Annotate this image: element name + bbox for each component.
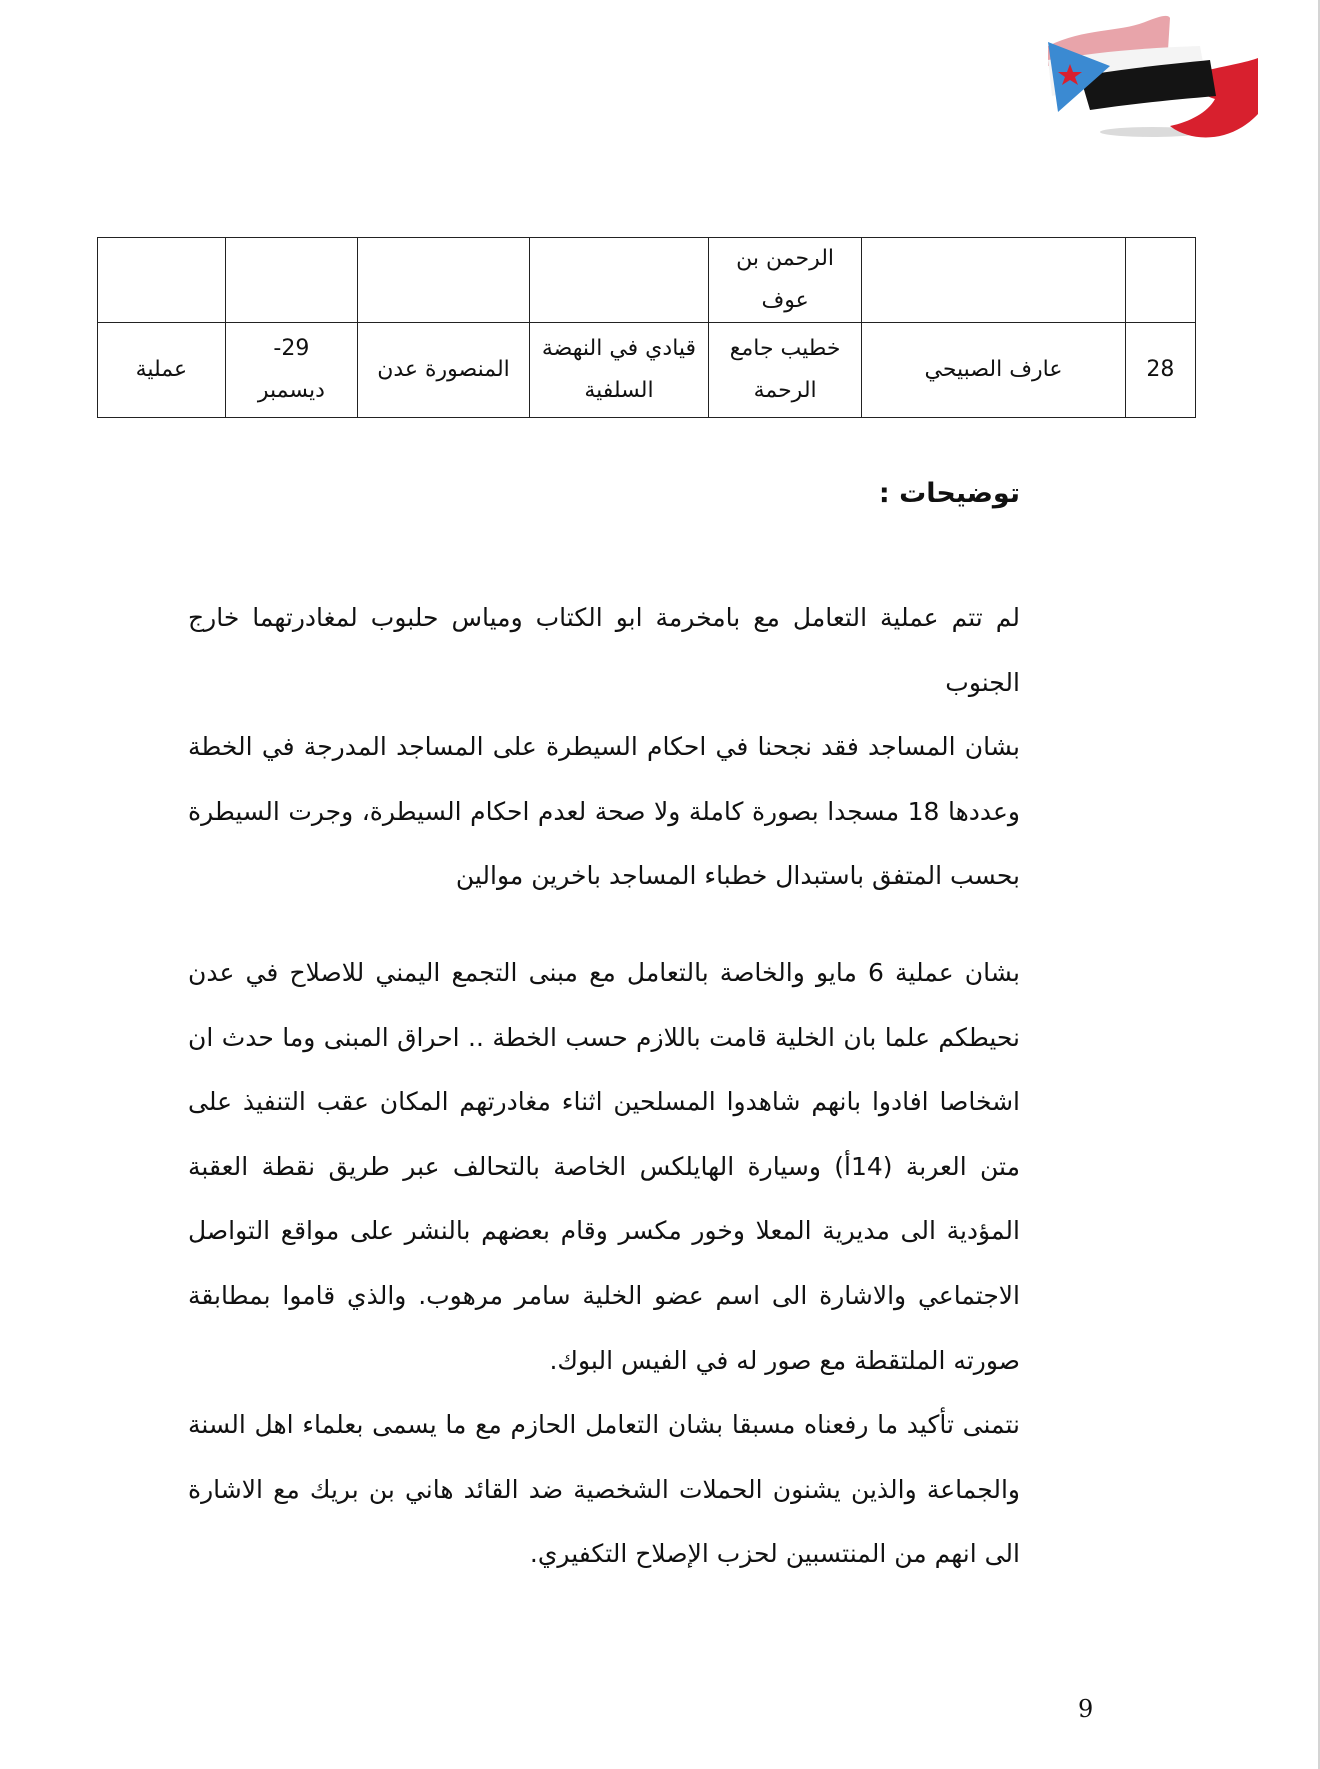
cell-number [1125, 238, 1195, 323]
cell-location: المنصورة عدن [358, 323, 530, 418]
officials-table [97, 237, 1196, 418]
date-line: ديسمبر [257, 378, 325, 403]
table-row [98, 238, 1196, 323]
section-heading: توضيحات : [878, 478, 1020, 509]
cell-number: 28 [1125, 323, 1195, 418]
cell-affiliation [529, 238, 708, 323]
role-line: عوف [761, 288, 809, 313]
page-number: 9 [1078, 1695, 1094, 1723]
cell-date [225, 238, 357, 323]
cell-type [98, 238, 226, 323]
cell-location [358, 238, 530, 323]
cell-name: عارف الصبيحي [862, 323, 1126, 418]
paragraph-departure: لم تتم عملية التعامل مع بامخرمة ابو الكتاب ومياس حلبوب لمغادرتهما خارج الجنوب [188, 603, 1020, 697]
paragraph-request: نتمنى تأكيد ما رفعناه مسبقا بشان التعامل الحازم مع ما يسمى بعلماء اهل السنة والجماعة والذين يشنون الحملات الشخصية ضد القائد هاني بن بريك مع الاشارة الى انهم من المنتسبين لحزب الإصلاح التكفيري. [188, 1410, 1020, 1569]
cell-name [862, 238, 1126, 323]
paragraph-group-2 [188, 941, 1020, 1587]
cell-role [709, 323, 862, 418]
cell-type: عملية [98, 323, 226, 418]
role-line: الرحمن بن [736, 246, 835, 271]
affiliation-line: السلفية [584, 378, 654, 403]
paragraph-mosques: بشان المساجد فقد نجحنا في احكام السيطرة على المساجد المدرجة في الخطة وعددها 18 مسجدا بصورة كاملة ولا صحة لعدم احكام السيطرة، وجرت السيطرة بحسب المتفق باستبدال خطباء المساجد باخرين موالين [188, 732, 1021, 891]
cell-role [709, 238, 862, 323]
date-line: 29- [273, 336, 310, 361]
table-row [98, 323, 1196, 418]
flag-logo-icon [1040, 4, 1270, 149]
role-line: الرحمة [753, 378, 817, 403]
paragraph-group-1 [188, 586, 1020, 909]
role-line: خطيب جامع [729, 336, 841, 361]
cell-date [225, 323, 357, 418]
paragraph-may-operation: بشان عملية 6 مايو والخاصة بالتعامل مع مبنى التجمع اليمني للاصلاح في عدن نحيطكم علما بان الخلية قامت باللازم حسب الخطة .. احراق المبنى وما حدث ان اشخاصا افادوا بانهم شاهدوا المسلحين اثناء مغادرتهم المكان عقب التنفيذ على متن العربة (14أ) وسيارة الهايلكس الخاصة بالتحالف عبر طريق نقطة العقبة المؤدية الى مديرية المعلا وخور مكسر وقام بعضهم بالنشر على مواقع التواصل الاجتماعي والاشارة الى اسم عضو الخلية سامر مرهوب. والذي قاموا بمطابقة صورته الملتقطة مع صور له في الفيس البوك. [188, 958, 1020, 1375]
cell-affiliation [529, 323, 708, 418]
affiliation-line: قيادي في النهضة [541, 336, 697, 361]
